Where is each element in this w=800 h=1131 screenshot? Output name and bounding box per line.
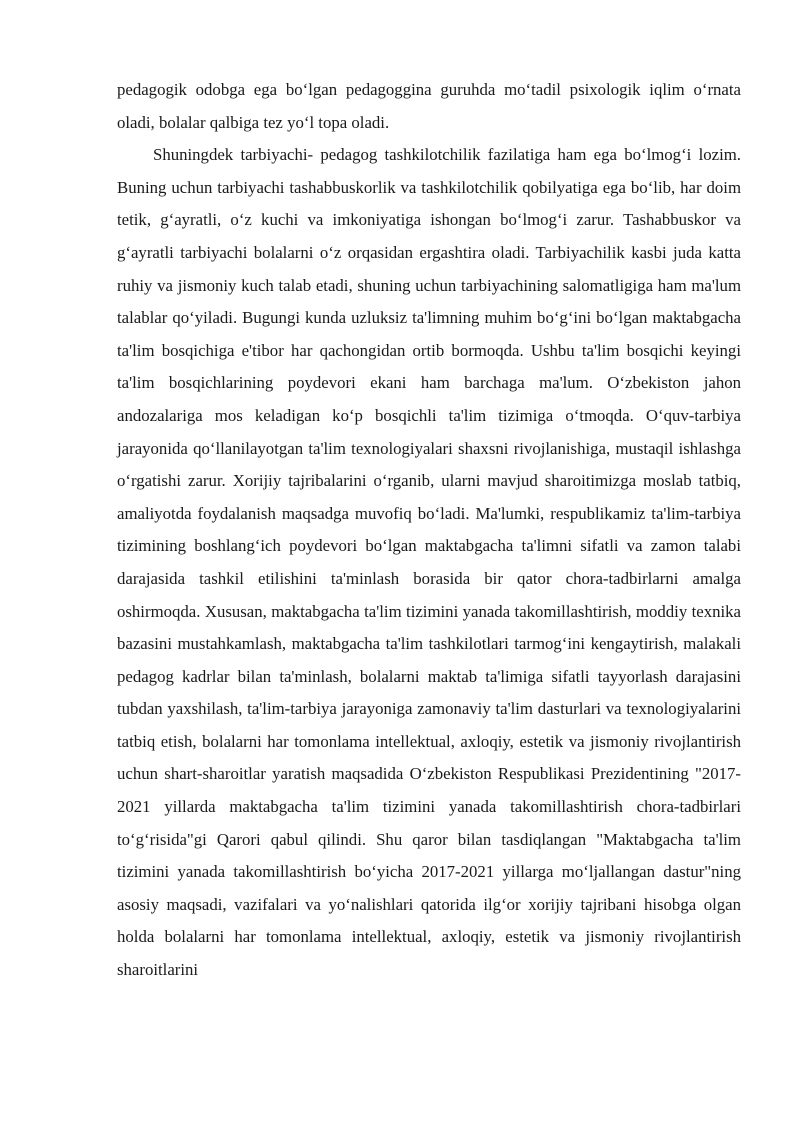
document-page: [117, 74, 741, 987]
paragraph-body: Shuningdek tarbiyachi- pedagog tashkilotchilik fazilatiga ham ega bo‘lmog‘i lozim. Buning uchun tarbiyachi tashabbuskorlik va tashkilotchilik qobilyatiga ega bo‘lib, har doim tetik, g‘ayratli, o‘z kuchi va imkoniyatiga ishongan bo‘lmog‘i zarur. Tashabbuskor va g‘ayratli tarbiyachi bolalarni o‘z orqasidan ergashtira oladi. Tarbiyachilik kasbi juda katta ruhiy va jismoniy kuch talab etadi, shuning uchun tarbiyachining salomatligiga ham ma'lum talablar qo‘yiladi. Bugungi kunda uzluksiz ta'limning muhim bo‘g‘ini bo‘lgan maktabgacha ta'lim bosqichiga e'tibor har qachongidan ortib bormoqda. Ushbu ta'lim bosqichi keyingi ta'lim bosqichlarining poydevori ekani ham barchaga ma'lum. O‘zbekiston jahon andozalariga mos keladigan ko‘p bosqichli ta'lim tizimiga o‘tmoqda. O‘quv-tarbiya jarayonida qo‘llanilayotgan ta'lim texnologiyalari shaxsni rivojlanishiga, mustaqil ishlashga o‘rgatishi zarur. Xorijiy tajribalarini o‘rganib, ularni mavjud sharoitimizga moslab tatbiq, amaliyotda foydalanish maqsadga muvofiq bo‘ladi. Ma'lumki, respublikamiz ta'lim-tarbiya tizimining boshlang‘ich poydevori bo‘lgan maktabgacha ta'limni sifatli va zamon talabi darajasida tashkil etilishini ta'minlash borasida bir qator chora-tadbirlarni amalga oshirmoqda. Xususan, maktabgacha ta'lim tizimini yanada takomillashtirish, moddiy texnika bazasini mustahkamlash, maktabgacha ta'lim tashkilotlari tarmog‘ini kengaytirish, malakali pedagog kadrlar bilan ta'minlash, bolalarni maktab ta'limiga sifatli tayyorlash darajasini tubdan yaxshilash, ta'lim-tarbiya jarayoniga zamonaviy ta'lim dasturlari va texnologiyalarini tatbiq etish, bolalarni har tomonlama intellektual, axloqiy, estetik va jismoniy rivojlantirish uchun shart-sharoitlar yaratish maqsadida O‘zbekiston Respublikasi Prezidentining "2017-2021 yillarda maktabgacha ta'lim tizimini yanada takomillashtirish chora-tadbirlari to‘g‘risida"gi Qarori qabul qilindi. Shu qaror bilan tasdiqlangan "Maktabgacha ta'lim tizimini yanada takomillashtirish bo‘yicha 2017-2021 yillarga mo‘ljallangan dastur"ning asosiy maqsadi, vazifalari va yo‘nalishlari qatorida ilg‘or xorijiy tajribani hisobga olgan holda bolalarni har tomonlama intellektual, axloqiy, estetik va jismoniy rivojlantirish sharoitlarini: [117, 145, 741, 980]
paragraph-continuation: pedagogik odobga ega bo‘lgan pedagoggina guruhda mo‘tadil psixologik iqlim o‘rnata oladi, bolalar qalbiga tez yo‘l topa oladi.: [117, 80, 741, 132]
